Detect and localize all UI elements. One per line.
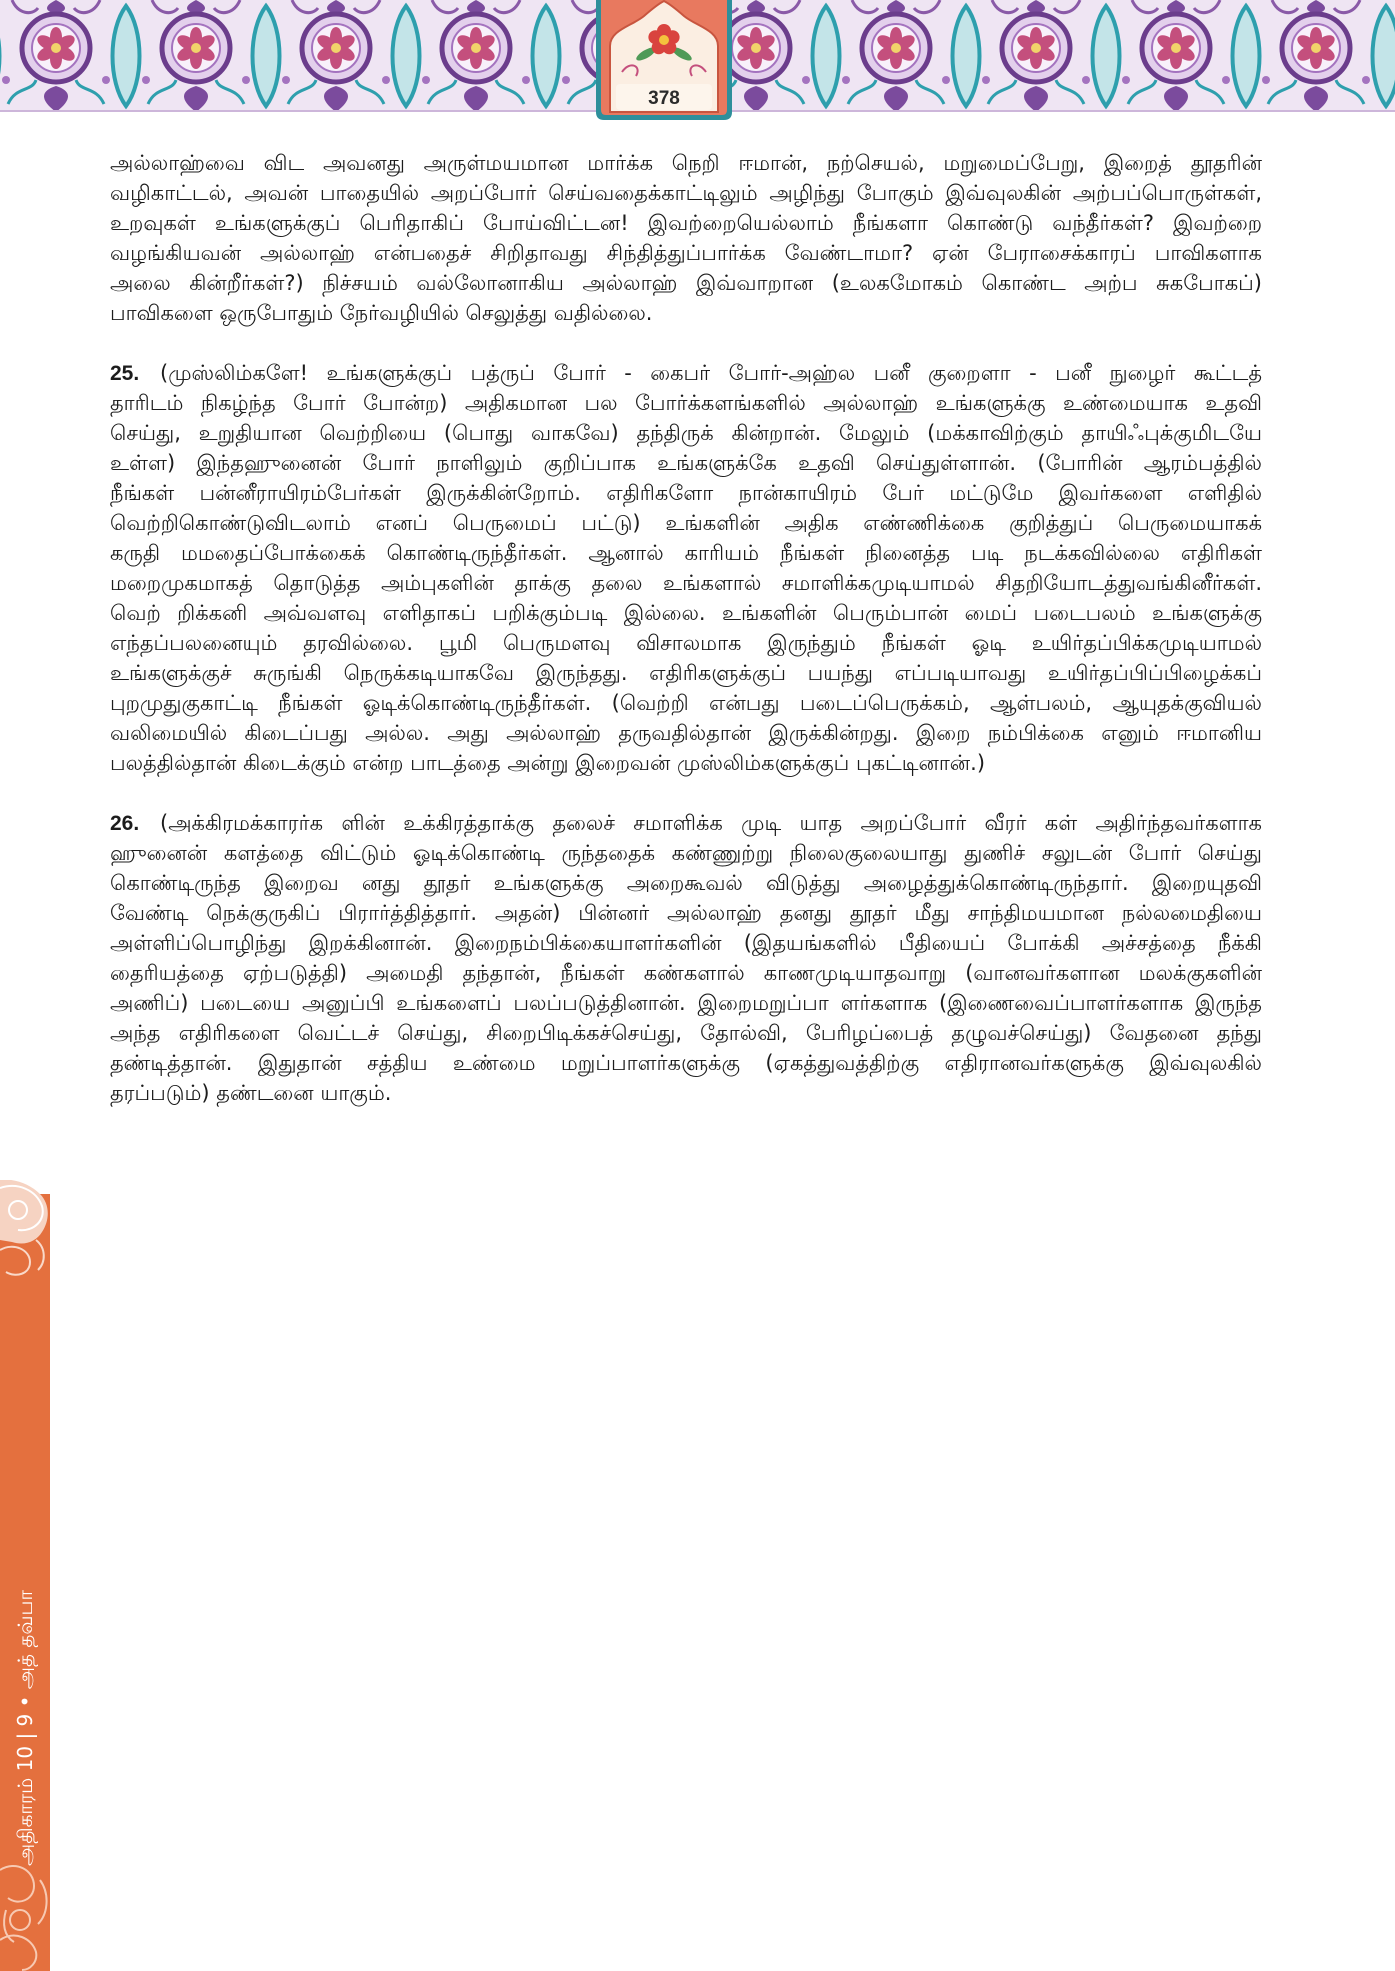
paragraph-line: தாரிடம் நிகழ்ந்த போர் போன்ற) அதிகமான பல போர்க்களங்களில் அல்லாஹ் உங்களுக்கு உண்மையாக உதவி (110, 391, 1262, 415)
paragraph-line: கருதி மமதைப்போக்கைக் கொண்டிருந்தீர்கள். ஆனால் காரியம் நீங்கள் நினைத்த படி நடக்கவில்லை எதிரிகள் (110, 541, 1262, 565)
paragraph-line: எந்தப்பலனையும் தரவில்லை. பூமி பெருமளவு விசாலமாக இருந்தும் நீங்கள் ஓடி உயிர்தப்பிக்கமுடியாமல் (110, 631, 1262, 655)
paragraph-line: பாவிகளை ஒருபோதும் நேர்வழியில் செலுத்து வதில்லை. (110, 301, 653, 325)
paragraph-line: அந்த எதிரிகளை வெட்டச் செய்து, சிறைபிடிக்கச்செய்து, தோல்வி, பேரிழப்பைத் தழுவச்செய்து) வேதனை தந்து (110, 1021, 1262, 1045)
paragraph-continuation (110, 148, 1262, 328)
paragraph-line: வெற் றிக்கனி அவ்வளவு எளிதாகப் பறிக்கும்படி இல்லை. உங்களின் பெரும்பான் மைப் படைபலம் உங்களுக்கு (110, 601, 1262, 625)
paragraph-line: உள்ள) இந்தஹுனைன் போர் நாளிலும் குறிப்பாக உங்களுக்கே உதவி செய்துள்ளான். (போரின் ஆரம்பத்தில் (110, 451, 1262, 475)
paragraph-line: ஹுனைன் களத்தை விட்டும் ஓடிக்கொண்டி ருந்ததைக் கண்ணுற்று நிலைகுலையாது துணிச் சலுடன் போர் செய்து (110, 841, 1262, 865)
paragraph-line: மறைமுகமாகத் தொடுத்த அம்புகளின் தாக்கு தலை உங்களால் சமாளிக்கமுடியாமல் சிதறியோடத்துவங்கினீர்கள். (110, 571, 1262, 595)
chapter-label: அதிகாரம் 10 | 9 • அத் தவ்பா (13, 1590, 37, 1866)
page-number-arch (596, 0, 732, 120)
paragraph-line (110, 358, 1262, 388)
paragraph-line: கொண்டிருந்த இறைவ னது தூதர் உங்களுக்கு அறைகூவல் விடுத்து அழைத்துக்கொண்டிருந்தார். இறையுதவி (110, 871, 1262, 895)
page-body (110, 148, 1262, 1138)
paragraph-line: வலிமையில் கிடைப்பது அல்ல. அது அல்லாஹ் தருவதில்தான் இருக்கின்றது. இறை நம்பிக்கை எனும் ஈமானிய (110, 721, 1262, 745)
verse-number: 25. (110, 362, 140, 385)
paragraph-line: வழங்கியவன் அல்லாஹ் என்பதைச் சிறிதாவது சிந்தித்துப்பார்க்க வேண்டாமா? ஏன் பேராசைக்காரப் பாவிகளாக (110, 241, 1262, 265)
paragraph-line: வெற்றிகொண்டுவிடலாம் எனப் பெருமைப் பட்டு) உங்களின் அதிக எண்ணிக்கை குறித்துப் பெருமையாகக் (110, 511, 1262, 535)
paragraph-line: உறவுகள் உங்களுக்குப் பெரிதாகிப் போய்விட்டன! இவற்றையெல்லாம் நீங்களா கொண்டு வந்தீர்கள்? இவற்றை (110, 211, 1262, 235)
verse-number: 26. (110, 812, 140, 835)
paragraph-line: தரப்படும்) தண்டனை யாகும். (110, 1081, 392, 1105)
paragraph-line: வழிகாட்டல், அவன் பாதையில் அறப்போர் செய்வதைக்காட்டிலும் அழிந்து போகும் இவ்வுலகின் அற்பப்பொருள்கள், (110, 181, 1262, 205)
page-number: 378 (648, 88, 680, 109)
paragraph-line: அணிப்) படையை அனுப்பி உங்களைப் பலப்படுத்தினான். இறைமறுப்பா ளர்களாக (இணைவைப்பாளர்களாக இருந்த (110, 991, 1262, 1015)
verse-paragraph-25 (110, 358, 1262, 778)
paragraph-line: செய்து, உறுதியான வெற்றியை (பொது வாகவே) தந்திருக் கின்றான். மேலும் (மக்காவிற்கும் தாயிஃபுக்குமிடயே (110, 421, 1262, 445)
paragraph-line: புறமுதுகுகாட்டி நீங்கள் ஓடிக்கொண்டிருந்தீர்கள். (வெற்றி என்பது படைப்பெருக்கம், ஆள்பலம், ஆயுதக்குவியல் (110, 691, 1262, 715)
header-ornament-band (0, 0, 1395, 122)
paragraph-line: தண்டித்தான். இதுதான் சத்திய உண்மை மறுப்பாளர்களுக்கு (ஏகத்துவத்திற்கு எதிரானவர்களுக்கு இவ்வுலகில் (110, 1051, 1262, 1075)
paragraph-line: அள்ளிப்பொழிந்து இறக்கினான். இறைநம்பிக்கையாளர்களின் (இதயங்களில் பீதியைப் போக்கி அச்சத்தை நீக்கி (110, 931, 1262, 955)
verse-paragraph-26 (110, 808, 1262, 1108)
verse-text: (முஸ்லிம்களே! உங்களுக்குப் பத்ருப் போர் - கைபர் போர்-அஹ்ல பனீ குறைளா - பனீ நுழைர் கூட்டத் (160, 361, 1262, 385)
paragraph-line: அல்லாஹ்வை விட அவனது அருள்மயமான மார்க்க நெறி ஈமான், நற்செயல், மறுமைப்பேறு, இறைத் தூதரின் (110, 151, 1262, 175)
paragraph-line: பலத்தில்தான் கிடைக்கும் என்ற பாடத்தை அன்று இறைவன் முஸ்லிம்களுக்குப் புகட்டினான்.) (110, 751, 986, 775)
paragraph-line: உங்களுக்குச் சுருங்கி நெருக்கடியாகவே இருந்தது. எதிரிகளுக்குப் பயந்து எப்படியாவது உயிர்தப்பிப்பிழைக்கப் (110, 661, 1262, 685)
paragraph-line: நீங்கள் பன்னீராயிரம்பேர்கள் இருக்கின்றோம். எதிரிகளோ நான்காயிரம் பேர் மட்டுமே இவர்களை எளிதில் (110, 481, 1262, 505)
paragraph-line: வேண்டி நெக்குருகிப் பிரார்த்தித்தார். அதன்) பின்னர் அல்லாஹ் தனது தூதர் மீது சாந்திமயமான நல்லமைதியை (110, 901, 1262, 925)
verse-text: (அக்கிரமக்காரர்க ளின் உக்கிரத்தாக்கு தலைச் சமாளிக்க முடி யாத அறப்போர் வீரர் கள் அதிர்ந்தவர்களாக (160, 811, 1262, 835)
paragraph-line: அலை கின்றீர்கள்?) நிச்சயம் வல்லோனாகிய அல்லாஹ் இவ்வாறான (உலகமோகம் கொண்ட அற்ப சுகபோகப்) (110, 271, 1262, 295)
paragraph-line: தைரியத்தை ஏற்படுத்தி) அமைதி தந்தான், நீங்கள் கண்களால் காணமுடியாதவாறு (வானவர்களான மலக்குகளின் (110, 961, 1262, 985)
paragraph-line (110, 808, 1262, 838)
